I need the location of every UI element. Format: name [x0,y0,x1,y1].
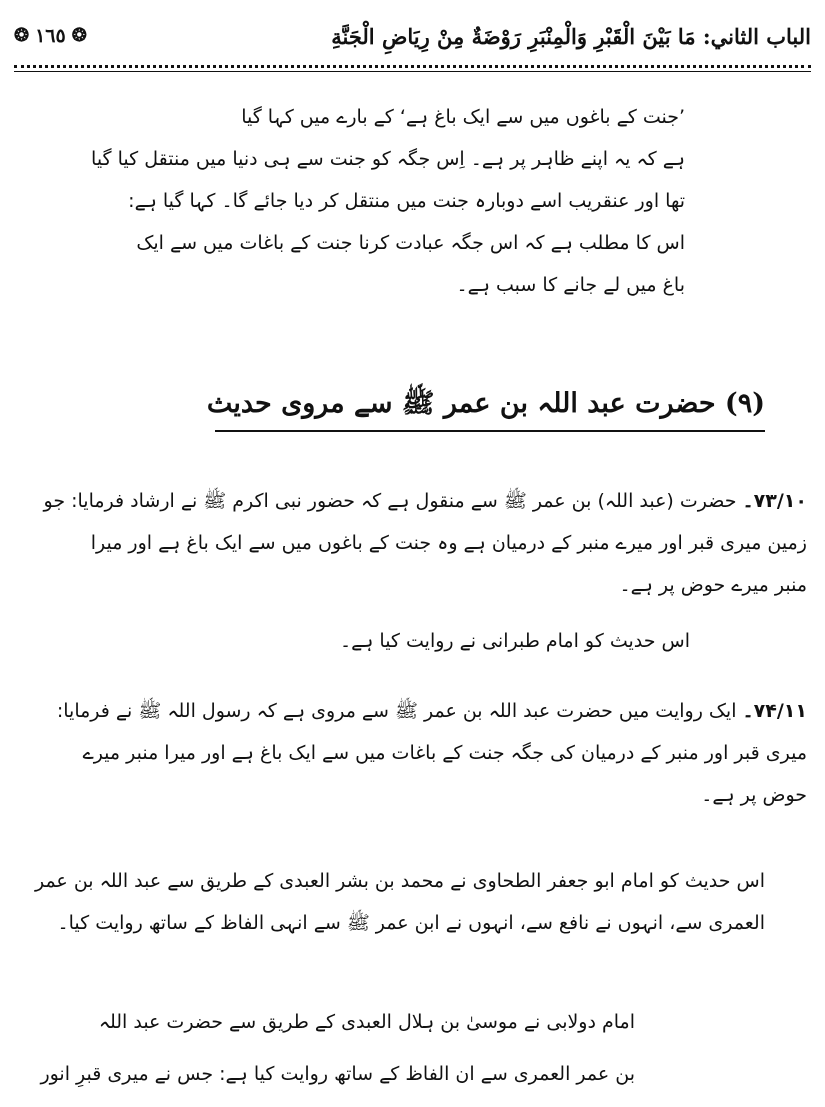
chapter-title: الباب الثاني: مَا بَيْنَ الْقَبْرِ وَالْمِنْبَرِ رَوْضَةٌ مِنْ رِيَاضِ الْجَنَّةِ [331,23,811,49]
paragraph-line [14,690,807,732]
header-dotted-divider [14,65,811,68]
hadith-paragraph-73 [14,480,807,606]
ornament-icon: ❂ [14,25,30,46]
paragraph-line: العمری سے، انہوں نے نافع سے، انہوں نے ابن عمر ﷺ سے انہی الفاظ کے ساتھ روایت کیا۔ [57,912,765,934]
reference-paragraph [14,860,765,944]
page-number: ١٦٥ [35,25,66,47]
paragraph-line: امام دولابی نے موسیٰ بن ہلال العبدی کے طریق سے حضرت عبد اللہ [98,1011,635,1033]
paragraph-line: زمین میری قبر اور میرے منبر کے درمیان ہے وہ جنت کے باغوں میں سے ایک باغ ہے اور میرا [90,532,807,554]
section-heading: (۹) حضرت عبد اللہ بن عمر ﷺ سے مروی حدیث [215,378,765,432]
header-divider [14,71,811,72]
paragraph-line: حوض پر ہے۔ [701,784,807,806]
page-header [14,8,811,64]
paragraph-line: بن عمر العمری سے ان الفاظ کے ساتھ روایت کیا ہے: جس نے میری قبرِ انور [40,1063,635,1085]
hadith-number: ۷۴/۱۱۔ [742,700,807,722]
quote-line: باغ میں لے جانے کا سبب ہے۔ [456,274,685,296]
indented-reference [40,996,635,1100]
quote-line: تھا اور عنقریب اسے دوبارہ جنت میں منتقل کر دیا جائے گا۔ کہا گیا ہے: [128,190,685,212]
paragraph-text: ایک روایت میں حضرت عبد اللہ بن عمر ﷺ سے مروی ہے کہ رسول اللہ ﷺ نے فرمایا: [56,700,737,722]
quote-line: ’جنت کے باغوں میں سے ایک باغ ہے‘ کے بارے میں کہا گیا [241,106,685,128]
paragraph-line [14,480,807,522]
hadith-number: ۷۳/۱۰۔ [742,490,807,512]
page-number-block [14,25,87,47]
paragraph-line: اس حدیث کو امام ابو جعفر الطحاوی نے محمد بن بشر العبدی کے طریق سے عبد اللہ بن عمر [34,870,765,892]
paragraph-line: میری قبر اور منبر کے درمیان کی جگہ جنت کے باغات میں سے ایک باغ ہے اور میرا منبر میرے [82,742,807,764]
hadith-paragraph-74 [14,690,807,816]
reference-note [14,620,690,662]
paragraph-text: حضرت (عبد اللہ) بن عمر ﷺ سے منقول ہے کہ حضور نبی اکرم ﷺ نے ارشاد فرمایا: جو [43,490,737,512]
quote-block [91,96,685,306]
quote-line: ہے کہ یہ اپنے ظاہر پر ہے۔ اِس جگہ کو جنت سے ہی دنیا میں منتقل کیا گیا [91,148,685,170]
paragraph-line: منبر میرے حوض پر ہے۔ [619,574,807,596]
quote-line: اس کا مطلب ہے کہ اس جگہ عبادت کرنا جنت کے باغات میں سے ایک [136,232,685,254]
ornament-icon: ❂ [71,25,87,46]
paragraph-line: اس حدیث کو امام طبرانی نے روایت کیا ہے۔ [339,630,690,652]
